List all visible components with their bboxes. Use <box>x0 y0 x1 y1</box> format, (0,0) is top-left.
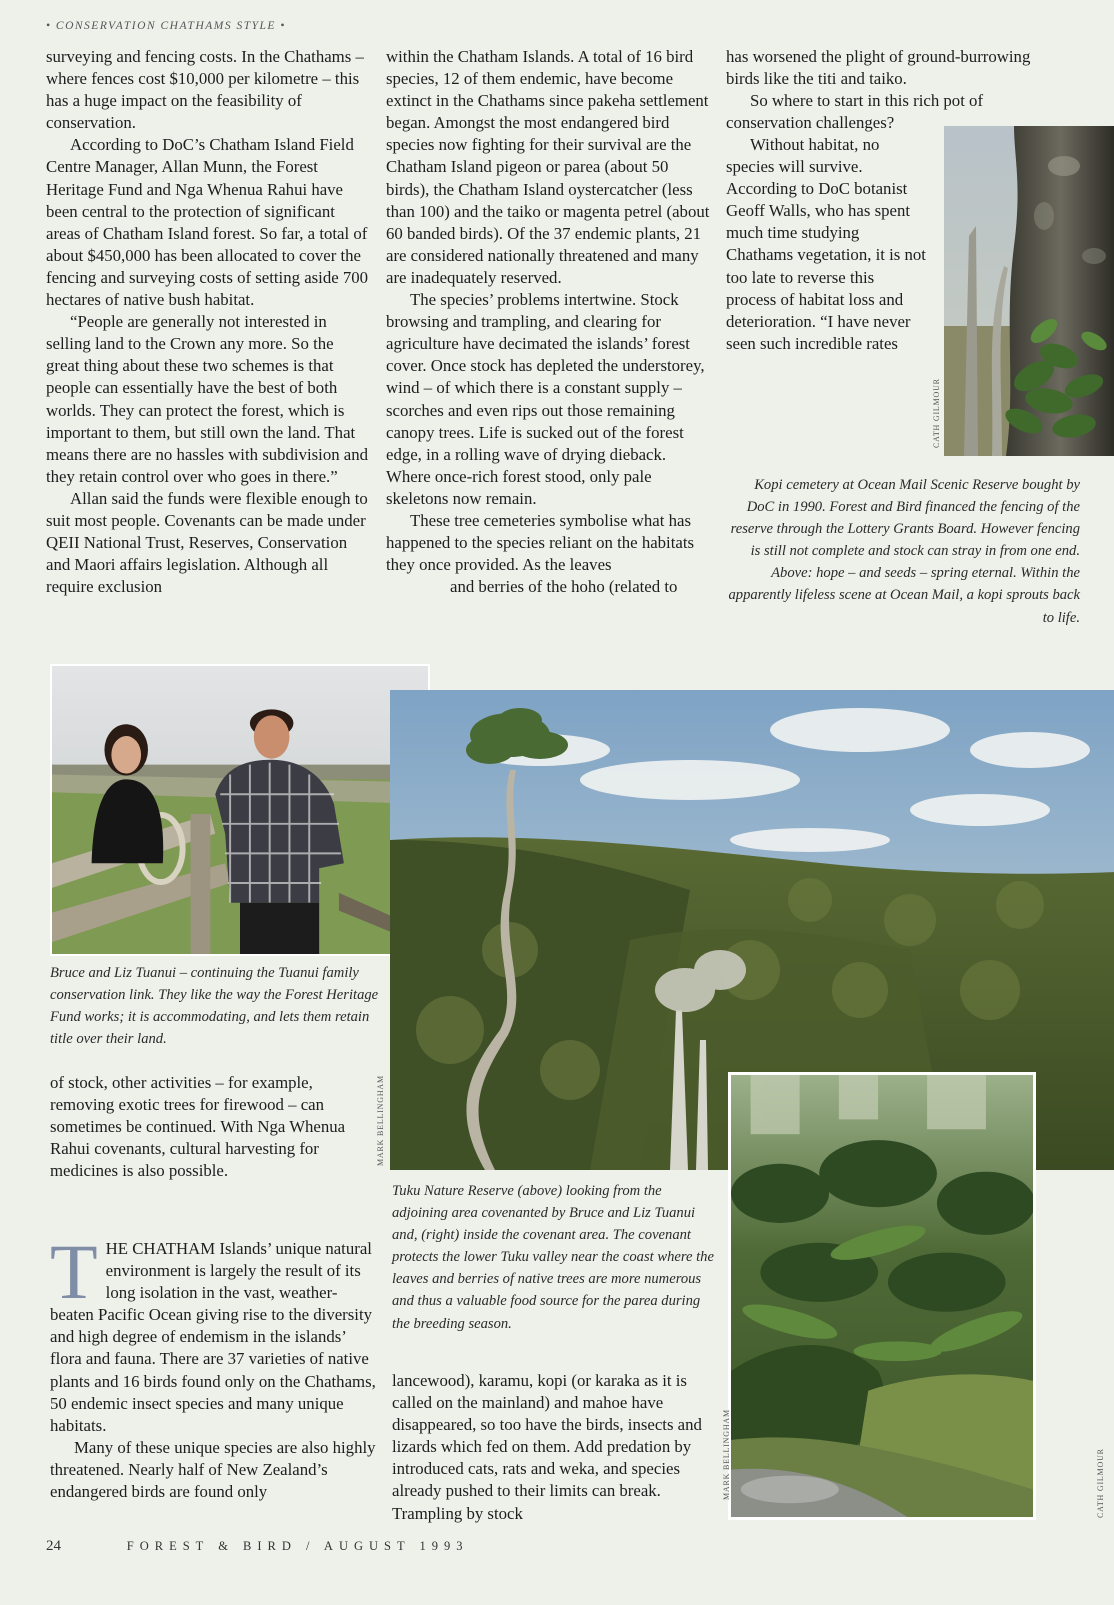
opening-text: HE CHATHAM Islands’ unique natural environment is largely the result of its long isolation in the vast, weather-beaten Pacific Ocean giving rise to the diversity and high degree of endemism in the islands’ flora and fauna. There are 37 varieties of native plants and 16 birds found only on the Chathams, 50 endemic insect species and many unique habitats. <box>50 1239 376 1435</box>
kopi-sprout-photo <box>944 126 1114 456</box>
paragraph: within the Chatham Islands. A total of 16 bird species, 12 of them endemic, have become extinct in the Chathams since pakeha settlement began. Amongst the most endangered bird species now fighting for their survival are the Chatham Island pigeon or parea (about 50 birds), the Chatham Island oystercatcher (less than 100) and the taiko or magenta petrel (about 60 banded birds). Of the 37 endemic plants, 21 are considered nationally threatened and many are inadequately reserved. <box>386 47 710 287</box>
paragraph: The species’ problems intertwine. Stock browsing and trampling, and clearing for agriculture have decimated the islands’ forest cover. Once stock has depleted the understorey, wind – of which there is a constant supply – scorches and even rips out those remaining canopy trees. Life is sucked out of the forest edge, in a rolling wave of drying dieback. Where once-rich forest stood, only pale skeletons now remain. <box>386 290 705 508</box>
tuanui-couple-photo <box>50 664 430 956</box>
paragraph: “People are generally not interested in selling land to the Crown any more. So the great thing about these two schemes is that people can essentially have the best of both worlds. They can protect the forest, which is important to them, but still own the land. That means there are no hassles with subdivision and they retain control over who goes in there.” <box>46 312 369 486</box>
paragraph: According to DoC’s Chatham Island Field Centre Manager, Allan Munn, the Forest Heritage Fund and Nga Whenua Rahui have been central to the protection of significant areas of Chatham Island forest. So far, a total of about $450,000 has been allocated to cover the fencing and surveying costs of setting aside 700 hectares of native bush habitat. <box>46 135 369 310</box>
paragraph: of stock, other activities – for example, removing exotic trees for firewood – can sometimes be continued. With Nga Whenua Rahui covenants, cultural harvesting for medicines is also possible. <box>50 1073 346 1181</box>
paragraph: Allan said the funds were flexible enough to suit most people. Covenants can be made under QEII National Trust, Reserves, Conservation and Maori affairs legislation. Although all require exclusion <box>46 488 368 597</box>
drop-cap: T <box>50 1228 98 1315</box>
caption-kopi: Kopi cemetery at Ocean Mail Scenic Reserve bought by DoC in 1990. Forest and Bird financed the fencing of the reserve through the Lottery Grants Board. However fencing is still not complete and stock can stray in from one end. Above: hope – and seeds – spring eternal. Within the apparently lifeless scene at Ocean Mail, a kopi sprouts back to life. <box>728 477 1080 626</box>
covenant-interior-photo <box>728 1072 1036 1520</box>
page-footer <box>46 1538 566 1555</box>
paragraph: lancewood), karamu, kopi (or karaka as it is called on the mainland) and mahoe have disappeared, so too have the birds, insects and lizards which fed on them. Add predation by introduced cats, rats and weka, and species already pushed to their limits can break. Trampling by stock <box>392 1371 702 1523</box>
column-1-text <box>46 46 370 598</box>
column-3-text <box>726 46 1050 134</box>
paragraph: surveying and fencing costs. In the Chathams – where fences cost $10,000 per kilometre – this has a huge impact on the feasibility of conservation. <box>46 47 364 133</box>
column-2-continued <box>392 1370 718 1525</box>
running-header: • CONSERVATION CHATHAMS STYLE • <box>46 20 286 32</box>
paragraph: These tree cemeteries symbolise what has happened to the species reliant on the habitats they once provided. As the leaves <box>386 510 695 575</box>
page-number: 24 <box>46 1538 61 1554</box>
paragraph: Without habitat, no species will survive. According to DoC botanist Geoff Walls, who has spent much time studying Chathams vegetation, it is not too late to reverse this process of habitat loss and deterioration. “I have never seen such incredible rates <box>726 135 926 353</box>
caption-tuanui: Bruce and Liz Tuanui – continuing the Tuanui family conservation link. They like the way the Forest Heritage Fund works; it is accommodating, and lets them retain title over their land. <box>50 965 379 1048</box>
caption-tuku: Tuku Nature Reserve (above) looking from the adjoining area covenanted by Bruce and Liz Tuanui and, (right) inside the covenant area. The covenant protects the lower Tuku valley near the coast where the leaves and berries of native trees are more numerous and thus a valuable food source for the parea during the breeding season. <box>392 1183 714 1332</box>
paragraph <box>50 1228 376 1437</box>
photo-credit: MARK BELLINGHAM <box>722 1409 731 1500</box>
column-1-continued <box>50 1072 376 1182</box>
photo-credit: CATH GILMOUR <box>932 378 941 448</box>
column-2-text <box>386 46 710 598</box>
photo-credit: MARK BELLINGHAM <box>376 1075 385 1166</box>
magazine-issue: FOREST & BIRD / AUGUST 1993 <box>126 1539 469 1553</box>
paragraph: and berries of the hoho (related to <box>450 577 678 597</box>
paragraph: So where to start in this rich pot of conservation challenges? <box>726 91 984 133</box>
section-opening <box>50 1228 376 1503</box>
paragraph: Many of these unique species are also highly threatened. Nearly half of New Zealand’s endangered birds are found only <box>50 1437 376 1502</box>
photo-credit: CATH GILMOUR <box>1096 1448 1105 1518</box>
column-3-narrow-text <box>726 134 926 355</box>
paragraph: has worsened the plight of ground-burrowing birds like the titi and taiko. <box>726 47 1031 89</box>
